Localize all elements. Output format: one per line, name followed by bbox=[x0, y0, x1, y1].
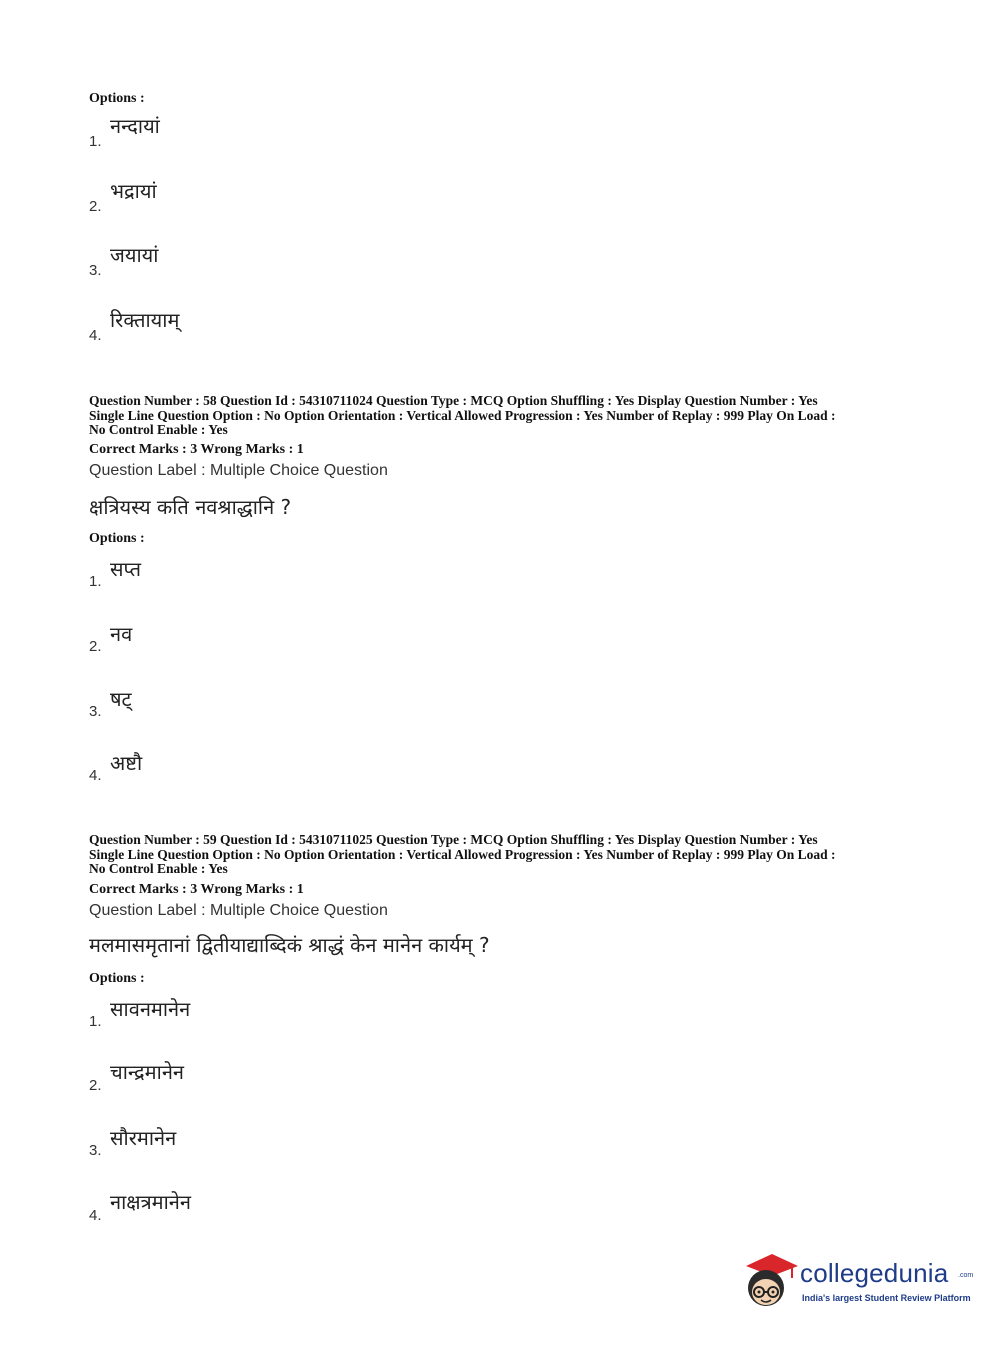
question-text: मलमासमृतानां द्वितीयाद्याब्दिकं श्राद्धं केन मानेन कार्यम् ? bbox=[89, 933, 490, 957]
option-number: 3. bbox=[89, 703, 102, 720]
option-text: नन्दायां bbox=[110, 114, 160, 138]
logo-wordmark: collegedunia bbox=[800, 1258, 949, 1288]
option-text: भद्रायां bbox=[110, 179, 157, 203]
option-number: 4. bbox=[89, 767, 102, 784]
mascot-icon bbox=[742, 1248, 800, 1312]
question-label: Question Label : Multiple Choice Question bbox=[89, 902, 388, 919]
question-label: Question Label : Multiple Choice Question bbox=[89, 462, 388, 479]
option-text: जयायां bbox=[110, 243, 159, 267]
logo-domain-suffix: .com bbox=[958, 1272, 974, 1279]
options-label: Options : bbox=[89, 971, 145, 986]
option-text: अष्टौ bbox=[110, 751, 143, 775]
question-meta bbox=[89, 833, 919, 877]
option-number: 3. bbox=[89, 262, 102, 279]
option-number: 4. bbox=[89, 327, 102, 344]
collegedunia-logo bbox=[742, 1248, 972, 1312]
question-meta-line: Single Line Question Option : No Option Orientation : Vertical Allowed Progression : Yes Number of Replay : 999 Play On Load : bbox=[89, 846, 836, 862]
option-text: सौरमानेन bbox=[110, 1126, 177, 1150]
option-number: 1. bbox=[89, 1013, 102, 1030]
option-number: 1. bbox=[89, 133, 102, 150]
option-text: सावनमानेन bbox=[110, 997, 191, 1021]
question-meta-line: Single Line Question Option : No Option Orientation : Vertical Allowed Progression : Yes Number of Replay : 999 Play On Load : bbox=[89, 407, 836, 423]
question-meta-line: No Control Enable : Yes bbox=[89, 861, 228, 876]
option-number: 2. bbox=[89, 1077, 102, 1094]
question-meta-line: No Control Enable : Yes bbox=[89, 422, 228, 437]
question-meta-line: Question Number : 58 Question Id : 54310711024 Question Type : MCQ Option Shuffling : Yes Display Question Number : Yes bbox=[89, 393, 818, 408]
option-text: नव bbox=[110, 622, 133, 646]
option-text: रिक्तायाम् bbox=[110, 308, 180, 332]
question-text: क्षत्रियस्य कति नवश्राद्धानि ? bbox=[89, 495, 292, 519]
logo-tagline: India's largest Student Review Platform bbox=[802, 1293, 971, 1303]
option-number: 4. bbox=[89, 1207, 102, 1224]
option-number: 2. bbox=[89, 638, 102, 655]
options-label: Options : bbox=[89, 531, 145, 546]
option-text: चान्द्रमानेन bbox=[110, 1060, 185, 1084]
option-text: नाक्षत्रमानेन bbox=[110, 1190, 191, 1214]
option-number: 2. bbox=[89, 198, 102, 215]
marks-info: Correct Marks : 3 Wrong Marks : 1 bbox=[89, 882, 304, 897]
marks-info: Correct Marks : 3 Wrong Marks : 1 bbox=[89, 442, 304, 457]
question-meta-line: Question Number : 59 Question Id : 54310711025 Question Type : MCQ Option Shuffling : Yes Display Question Number : Yes bbox=[89, 832, 818, 847]
option-text: षट् bbox=[110, 687, 132, 711]
options-label: Options : bbox=[89, 91, 145, 106]
option-number: 1. bbox=[89, 573, 102, 590]
option-number: 3. bbox=[89, 1142, 102, 1159]
question-meta bbox=[89, 394, 919, 438]
option-text: सप्त bbox=[110, 557, 142, 581]
